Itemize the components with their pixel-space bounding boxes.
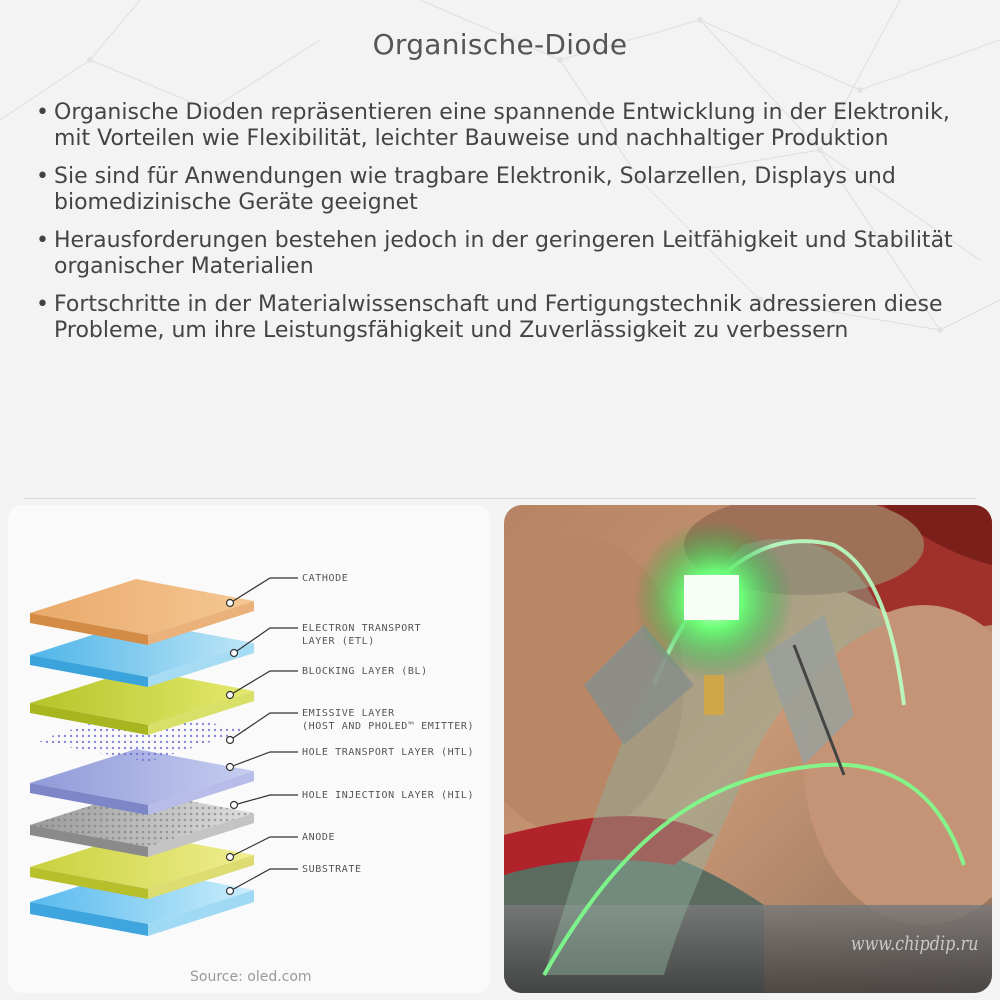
bullet-item: • Herausforderungen bestehen jedoch in der geringeren Leitfähigkeit und Stabilität organischer Materialien xyxy=(36,228,976,280)
label-emissive-layer: EMISSIVE LAYER (HOST AND PHOLED™ EMITTER) xyxy=(302,708,475,732)
photo-watermark: www.chipdip.ru xyxy=(850,931,978,955)
section-divider xyxy=(24,498,976,499)
bullet-item: • Fortschritte in der Materialwissenschaft und Fertigungstechnik adressieren diese Probleme, um ihre Leistungsfähigkeit und Zuverlässigkeit zu verbessern xyxy=(36,292,976,344)
label-htl: HOLE TRANSPORT LAYER (HTL) xyxy=(302,747,475,758)
bullet-list xyxy=(36,100,976,356)
oled-layer-diagram xyxy=(8,505,490,993)
bullet-item: • Sie sind für Anwendungen wie tragbare Elektronik, Solarzellen, Displays und biomedizinische Geräte geeignet xyxy=(36,164,976,216)
label-etl: ELECTRON TRANSPORT LAYER (ETL) xyxy=(302,623,422,647)
label-hil: HOLE INJECTION LAYER (HIL) xyxy=(302,790,475,801)
label-anode: ANODE xyxy=(302,832,336,843)
page-title: Organische-Diode xyxy=(372,28,628,61)
bullet-item: • Organische Dioden repräsentieren eine spannende Entwicklung in der Elektronik, mit Vorteilen wie Flexibilität, leichter Bauweise und nachhaltiger Produktion xyxy=(36,100,976,152)
label-substrate: SUBSTRATE xyxy=(302,864,362,875)
label-cathode: CATHODE xyxy=(302,573,349,584)
flexible-oled-photo xyxy=(504,505,992,993)
label-blocking-layer: BLOCKING LAYER (BL) xyxy=(302,666,428,677)
cathode-layer xyxy=(30,579,254,645)
image-source-caption: Source: oled.com xyxy=(190,969,312,985)
photo-illustration xyxy=(504,505,992,993)
